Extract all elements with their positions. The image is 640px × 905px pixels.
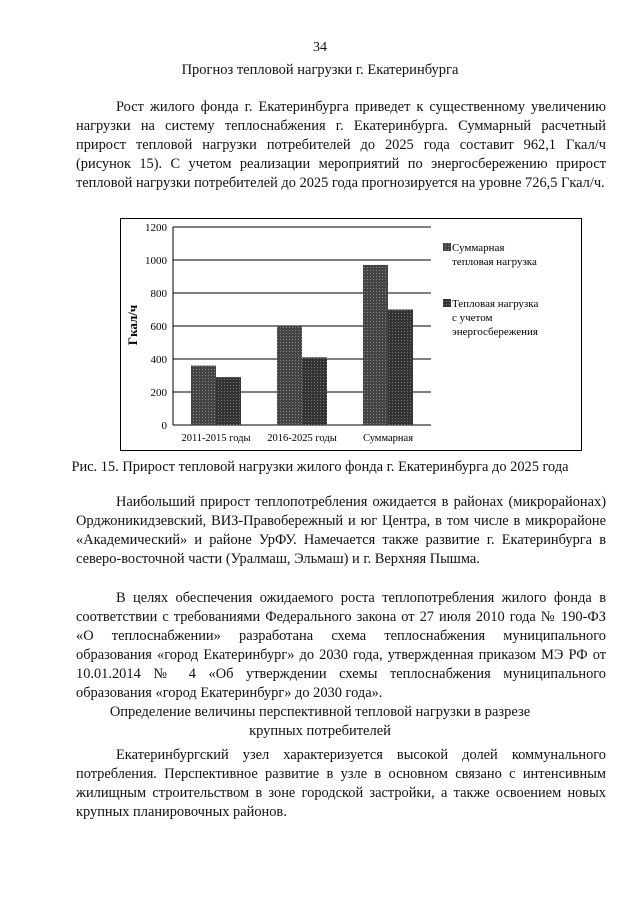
paragraph-ekaterinburg-node: Екатеринбургский узел характеризуется высокой долей коммунального потребления. Перспективное развитие в узле в основном связано с интенсивным жилищным строительством в зоне городской застройки, а также освоением новых крупных планировочных районов.	[76, 747, 606, 820]
legend-swatch-1	[443, 243, 451, 251]
y-axis-label: Гкал/ч	[125, 304, 140, 346]
x-tick-label-3: Суммарная	[362, 433, 414, 444]
paragraph-heat-supply-scheme: В целях обеспечения ожидаемого роста теплопотребления жилого фонда в соответствии с требованиями Федерального закона от 27 июля 2010 года № 190-ФЗ «О теплоснабжении» разработана схема теплоснабжения муниципального образования «город Екатеринбург» до 2030 года, утвержденная приказом МЭ РФ от 10.01.2014 № 4 «Об утверждении схемы теплоснабжения муниципального образования «город Екатеринбург» до 2030 года».	[76, 590, 606, 701]
bar-1-2	[277, 326, 302, 425]
legend-label-1-line-1: Суммарная	[452, 242, 505, 254]
legend-label-2-line-1: Тепловая нагрузка	[452, 298, 539, 310]
page-number: 34	[313, 40, 327, 55]
figure-caption: Рис. 15. Прирост тепловой нагрузки жилого фонда г. Екатеринбурга до 2025 года	[71, 459, 569, 475]
bar-1-1	[191, 366, 216, 425]
paragraph-housing-growth: Рост жилого фонда г. Екатеринбурга приведет к существенному увеличению нагрузки на систему теплоснабжения г. Екатеринбурга. Суммарный расчетный прирост тепловой нагрузки потребителей до 2025 года составит 962,1 Гкал/ч (рисунок 15). С учетом реализации мероприятий по энергосбережению прирост тепловой нагрузки потребителей до 2025 года прогнозируется на уровне 726,5 Гкал/ч.	[76, 99, 606, 191]
bar-2-1	[216, 377, 241, 425]
y-tick-label-1200: 1200	[145, 222, 167, 234]
section-title-large-consumers	[0, 703, 640, 741]
section-title-line-2: крупных потребителей	[249, 723, 391, 739]
bar-1-3	[363, 265, 388, 425]
bar-2-3	[388, 310, 413, 426]
paragraph-growth-districts: Наибольший прирост теплопотребления ожидается в районах (микрорайонах) Орджоникидзевский, ВИЗ-Правобережный и юг Центра, в том числе в микрорайоне «Академический» и районе УрФУ. Намечается также развитие г. Екатеринбурга в северо-восточной части (Уралмаш, Эльмаш) и г. Верхняя Пышма.	[76, 494, 606, 567]
y-tick-label-600: 600	[150, 321, 167, 333]
legend-label-2-line-3: энергосбережения	[452, 326, 538, 338]
x-tick-label-1: 2011-2015 годы	[181, 433, 251, 444]
y-tick-label-200: 200	[150, 387, 167, 399]
section-title-heat-load-forecast: Прогноз тепловой нагрузки г. Екатеринбурга	[181, 62, 459, 78]
y-tick-label-800: 800	[150, 288, 167, 300]
chart-canvas	[121, 219, 581, 450]
y-tick-label-0: 0	[161, 420, 167, 432]
legend-label-2-line-2: с учетом	[452, 312, 493, 324]
y-tick-label-400: 400	[150, 354, 167, 366]
y-tick-label-1000: 1000	[145, 255, 167, 267]
legend-swatch-2	[443, 299, 451, 307]
legend-label-1-line-2: тепловая нагрузка	[452, 256, 537, 268]
bar-2-2	[302, 357, 327, 425]
x-tick-label-2: 2016-2025 годы	[267, 433, 337, 444]
heat-load-chart	[120, 218, 582, 451]
section-title-line-1: Определение величины перспективной тепловой нагрузки в разрезе	[109, 704, 531, 720]
